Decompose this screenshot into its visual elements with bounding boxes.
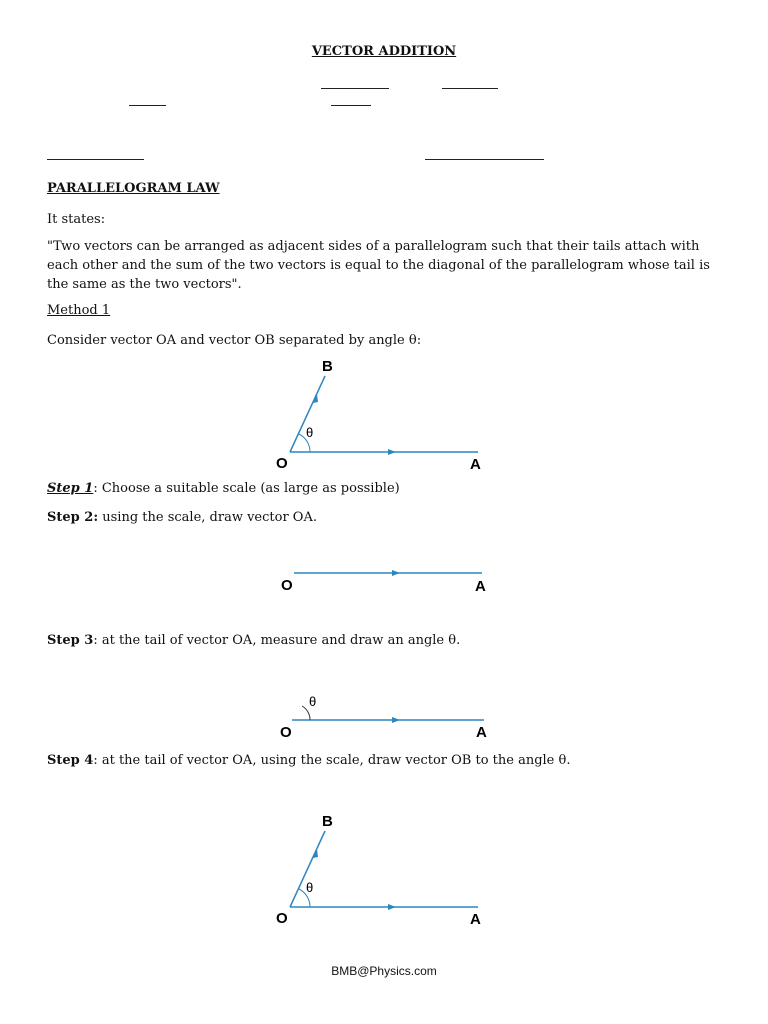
step-4-label: Step 4 <box>47 753 94 768</box>
label-a: A <box>476 724 487 741</box>
label-theta: θ <box>306 425 314 440</box>
label-a: A <box>470 911 481 928</box>
step-3-text: : at the tail of vector OA, measure and draw an angle θ. <box>93 633 461 648</box>
blank-line <box>442 88 498 89</box>
page-title: VECTOR ADDITION <box>311 44 457 59</box>
diagram-oa-ob-final <box>270 807 500 932</box>
step-3-label: Step 3 <box>47 633 94 648</box>
blank-line <box>331 105 371 106</box>
diagram-oa-ob <box>270 352 500 477</box>
blank-line <box>425 159 544 160</box>
page-footer: BMB@Physics.com <box>331 964 437 978</box>
step-2-label: Step 2: <box>47 510 99 525</box>
label-o: O <box>276 455 288 472</box>
step-2-text: using the scale, draw vector OA. <box>98 510 317 525</box>
label-theta: θ <box>306 880 314 895</box>
step-2 <box>47 510 317 525</box>
step-1-text: : Choose a suitable scale (as large as possible) <box>93 481 400 496</box>
blank-line <box>47 159 144 160</box>
label-a: A <box>470 456 481 473</box>
consider-text: Consider vector OA and vector OB separated by angle θ: <box>47 333 422 348</box>
it-states-text: It states: <box>47 212 106 227</box>
step-3 <box>47 633 460 648</box>
step-1-label: Step 1 <box>47 481 94 496</box>
step-1 <box>47 481 400 496</box>
label-o: O <box>276 910 288 927</box>
label-theta: θ <box>309 694 317 709</box>
method-label: Method 1 <box>47 303 111 318</box>
label-b: B <box>322 358 333 375</box>
diagram-oa <box>270 560 500 600</box>
law-statement: "Two vectors can be arranged as adjacent sides of a parallelogram such that their tails attach with each other and the sum of the two vectors is equal to the diagonal of the parallelogram whose tail is the same as the two vectors". <box>47 239 710 292</box>
diagram-oa-angle <box>270 688 500 743</box>
step-4 <box>47 753 570 768</box>
blank-line <box>129 105 166 106</box>
label-o: O <box>280 724 292 741</box>
label-o: O <box>281 577 293 594</box>
label-a: A <box>475 578 486 595</box>
label-b: B <box>322 813 333 830</box>
step-4-text: : at the tail of vector OA, using the scale, draw vector OB to the angle θ. <box>93 753 571 768</box>
blank-line <box>321 88 389 89</box>
section-heading: PARALLELOGRAM LAW <box>47 181 220 196</box>
